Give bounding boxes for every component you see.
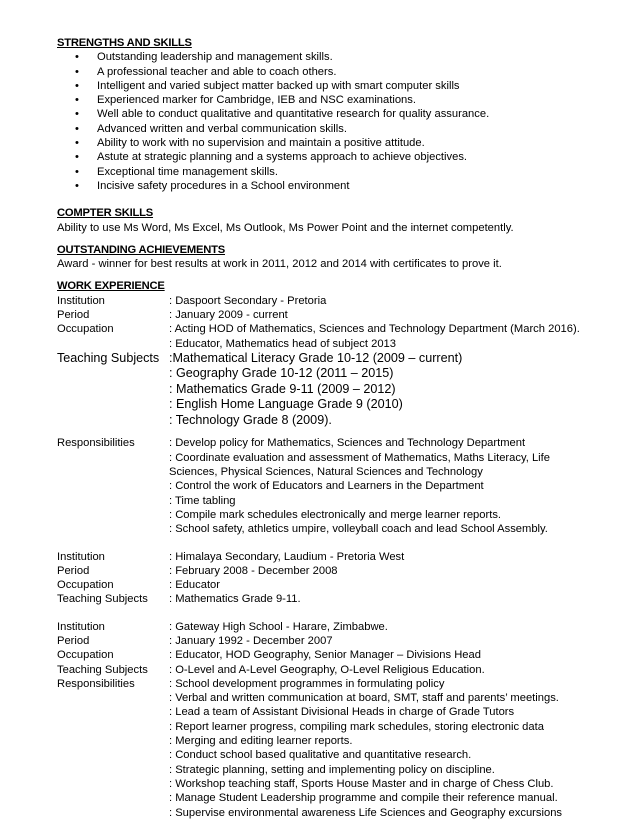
occupation-label: Occupation bbox=[57, 649, 114, 662]
occupation-value-2: : Educator, Mathematics head of subject 2013 bbox=[169, 337, 396, 350]
responsibility-item: : Manage Student Leadership programme and compile their reference manual. bbox=[169, 792, 558, 805]
institution-label: Institution bbox=[57, 620, 105, 633]
responsibility-item: : Coordinate evaluation and assessment of Mathematics, Maths Literacy, Life bbox=[169, 451, 550, 464]
list-item: • Incisive safety procedures in a School environment bbox=[97, 179, 617, 193]
occupation-value: : Acting HOD of Mathematics, Sciences and Technology Department (March 2016). bbox=[169, 323, 580, 336]
job-entry-gateway bbox=[57, 620, 617, 820]
responsibility-item: : Lead a team of Assistant Divisional Heads in charge of Grade Tutors bbox=[169, 706, 515, 719]
work-experience-heading: WORK EXPERIENCE bbox=[57, 280, 165, 293]
institution-value: : Gateway High School - Harare, Zimbabwe. bbox=[169, 620, 388, 633]
resume-page bbox=[57, 36, 617, 820]
occupation-label: Occupation bbox=[57, 323, 114, 336]
achievements-heading: OUTSTANDING ACHIEVEMENTS bbox=[57, 243, 225, 256]
subject-item: : Geography Grade 10-12 (2011 – 2015) bbox=[169, 366, 394, 381]
occupation-value: : Educator bbox=[169, 579, 220, 592]
occupation-label: Occupation bbox=[57, 579, 114, 592]
job-entry-daspoort bbox=[57, 294, 617, 537]
subject-item: : English Home Language Grade 9 (2010) bbox=[169, 397, 403, 412]
responsibility-item: : Conduct school based qualitative and quantitative research. bbox=[169, 749, 472, 762]
list-item: • Exceptional time management skills. bbox=[97, 165, 617, 179]
responsibility-item: : Report learner progress, compiling mark schedules, storing electronic data bbox=[169, 720, 544, 733]
responsibility-item: : Control the work of Educators and Learners in the Department bbox=[169, 480, 484, 493]
institution-value: : Himalaya Secondary, Laudium - Pretoria West bbox=[169, 550, 405, 563]
achievements-text: Award - winner for best results at work in 2011, 2012 and 2014 with certificates to prove it. bbox=[57, 258, 502, 271]
period-value: : January 2009 - current bbox=[169, 309, 288, 322]
subject-item: : Mathematics Grade 9-11 (2009 – 2012) bbox=[169, 381, 396, 396]
responsibility-item: : Merging and editing learner reports. bbox=[169, 735, 353, 748]
responsibility-item: : Verbal and written communication at board, SMT, staff and parents’ meetings. bbox=[169, 692, 559, 705]
responsibility-item: : Develop policy for Mathematics, Sciences and Technology Department bbox=[169, 437, 526, 450]
responsibility-item: Sciences, Physical Sciences, Natural Sciences and Technology bbox=[169, 466, 483, 479]
subject-item: : O-Level and A-Level Geography, O-Level Religious Education. bbox=[169, 663, 485, 676]
subject-item: :Mathematical Literacy Grade 10-12 (2009 – current) bbox=[169, 350, 463, 365]
responsibility-item: : Supervise environmental awareness Life Sciences and Geography excursions bbox=[169, 806, 563, 819]
list-item: • Intelligent and varied subject matter backed up with smart computer skills bbox=[97, 79, 617, 93]
list-item: • A professional teacher and able to coach others. bbox=[97, 65, 617, 79]
responsibility-item: : Workshop teaching staff, Sports House Master and in charge of Chess Club. bbox=[169, 777, 554, 790]
strengths-heading: STRENGTHS AND SKILLS bbox=[57, 37, 192, 49]
list-item: • Experienced marker for Cambridge, IEB and NSC examinations. bbox=[97, 93, 617, 107]
period-value: : January 1992 - December 2007 bbox=[169, 635, 333, 647]
institution-value: : Daspoort Secondary - Pretoria bbox=[169, 294, 327, 307]
teaching-subjects-label: Teaching Subjects bbox=[57, 663, 148, 676]
subject-item: : Technology Grade 8 (2009). bbox=[169, 412, 332, 427]
list-item: • Well able to conduct qualitative and quantitative research for quality assurance. bbox=[97, 107, 617, 121]
computer-skills-text: Ability to use Ms Word, Ms Excel, Ms Outlook, Ms Power Point and the internet competently. bbox=[57, 221, 514, 234]
teaching-subjects-label: Teaching Subjects bbox=[57, 593, 148, 606]
list-item: • Ability to work with no supervision and maintain a positive attitude. bbox=[97, 136, 617, 150]
period-label: Period bbox=[57, 309, 90, 322]
responsibilities-label: Responsibilities bbox=[57, 677, 135, 690]
period-value: : February 2008 - December 2008 bbox=[169, 564, 338, 577]
responsibility-item: : School development programmes in formulating policy bbox=[169, 677, 445, 690]
period-label: Period bbox=[57, 564, 90, 577]
institution-label: Institution bbox=[57, 550, 105, 563]
occupation-value: : Educator, HOD Geography, Senior Manager – Divisions Head bbox=[169, 649, 481, 662]
list-item: • Advanced written and verbal communication skills. bbox=[97, 122, 617, 136]
job-entry-himalaya bbox=[57, 550, 617, 607]
responsibility-item: : Compile mark schedules electronically and merge learner reports. bbox=[169, 508, 502, 521]
responsibility-item: : Strategic planning, setting and implementing policy on discipline. bbox=[169, 763, 495, 776]
period-label: Period bbox=[57, 635, 90, 647]
responsibility-item: : Time tabling bbox=[169, 494, 236, 507]
institution-label: Institution bbox=[57, 294, 105, 307]
list-item: • Astute at strategic planning and a systems approach to achieve objectives. bbox=[97, 150, 617, 164]
list-item: • Outstanding leadership and management skills. bbox=[97, 50, 617, 64]
responsibility-item: : School safety, athletics umpire, volleyball coach and lead School Assembly. bbox=[169, 523, 548, 536]
teaching-subjects-label: Teaching Subjects bbox=[57, 350, 160, 365]
computer-skills-heading: COMPTER SKILLS bbox=[57, 207, 154, 220]
subject-item: : Mathematics Grade 9-11. bbox=[169, 593, 301, 606]
strengths-list bbox=[57, 50, 617, 193]
responsibilities-label: Responsibilities bbox=[57, 437, 135, 450]
